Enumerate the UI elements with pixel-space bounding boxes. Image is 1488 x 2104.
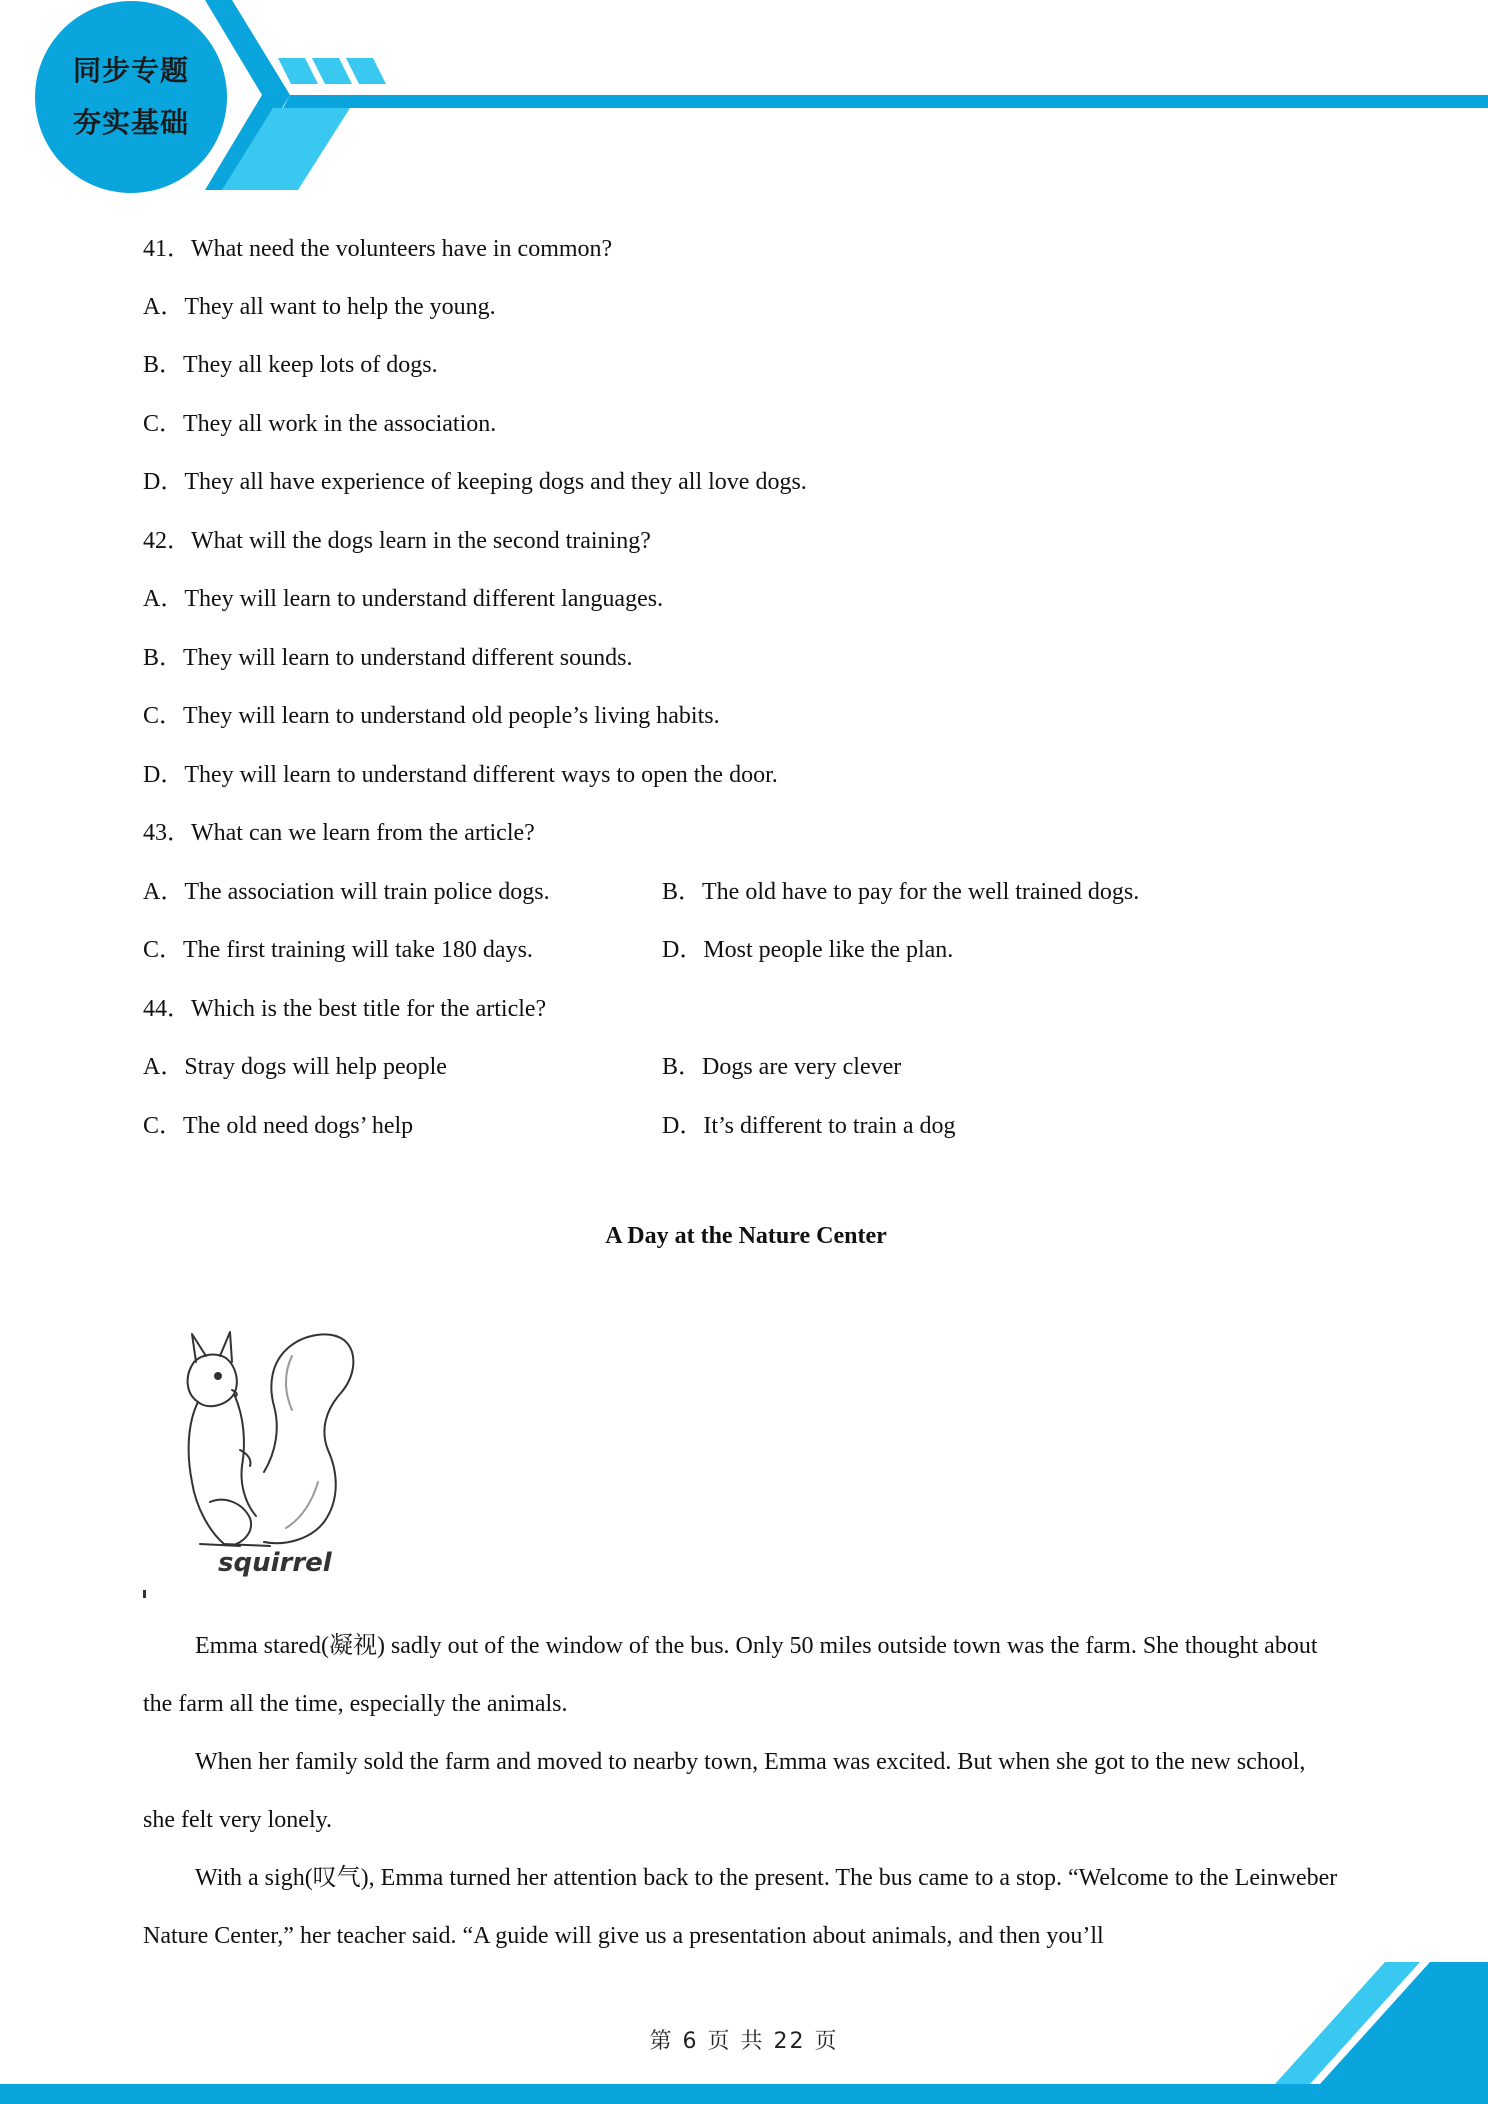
question-42-option-b: B．They will learn to understand different sounds. [143, 645, 633, 671]
footer-block [1320, 1962, 1488, 2084]
header-stripe-2 [312, 58, 352, 84]
question-41-option-d: D．They all have experience of keeping dogs and they all love dogs. [143, 469, 807, 495]
header-rule [283, 95, 1488, 108]
passage-paragraph: When her family sold the farm and moved to nearby town, Emma was excited. But when she got to the new school, she felt very lonely. [143, 1749, 1306, 1833]
passage-paragraph: With a sigh(叹气), Emma turned her attention back to the present. The bus came to a stop. “Welcome to the Leinweber Nature Center,” her teacher said. “A guide will give us a presentation about animals, and then you’ll [143, 1865, 1338, 1949]
question-42-option-a: A．They will learn to understand different languages. [143, 586, 664, 612]
footer-slant [1275, 1962, 1420, 2084]
question-stem-42: 42．What will the dogs learn in the second training? [143, 528, 651, 554]
question-41-option-b: B．They all keep lots of dogs. [143, 352, 438, 378]
figure-caption: squirrel [218, 1548, 332, 1578]
question-stem-43: 43．What can we learn from the article? [143, 820, 535, 846]
question-42-option-d: D．They will learn to understand different ways to open the door. [143, 762, 778, 788]
passage-title: A Day at the Nature Center [605, 1223, 887, 1249]
passage-paragraph: Emma stared(凝视) sadly out of the window of the bus. Only 50 miles outside town was the farm. She thought about the farm all the time, especially the animals. [143, 1633, 1318, 1717]
question-44-option-b: B．Dogs are very clever [662, 1054, 902, 1080]
footer-rule [0, 2084, 1488, 2104]
question-41-option-a: A．They all want to help the young. [143, 294, 496, 320]
question-43-option-d: D．Most people like the plan. [662, 937, 954, 963]
badge-line-1: 同步专题 [72, 54, 189, 87]
stray-mark [143, 1590, 146, 1598]
question-41-option-c: C．They all work in the association. [143, 411, 497, 437]
question-43-option-a: A．The association will train police dogs. [143, 879, 550, 905]
question-43-option-b: B．The old have to pay for the well trained dogs. [662, 879, 1140, 905]
header-stripe-1 [278, 58, 318, 84]
header-badge [36, 2, 226, 192]
page-number: 第 6 页 共 22 页 [649, 2029, 839, 2054]
question-42-option-c: C．They will learn to understand old people’s living habits. [143, 703, 720, 729]
question-stem-41: 41．What need the volunteers have in common? [143, 236, 613, 262]
header-stripe-3 [346, 58, 386, 84]
question-43-option-c: C．The first training will take 180 days. [143, 937, 533, 963]
passage-body [143, 1617, 1343, 1965]
question-44-option-a: A．Stray dogs will help people [143, 1054, 447, 1080]
question-44-option-d: D．It’s different to train a dog [662, 1113, 956, 1139]
question-44-option-c: C．The old need dogs’ help [143, 1113, 414, 1139]
badge-line-2: 夯实基础 [72, 106, 189, 139]
question-stem-44: 44．Which is the best title for the article? [143, 996, 547, 1022]
